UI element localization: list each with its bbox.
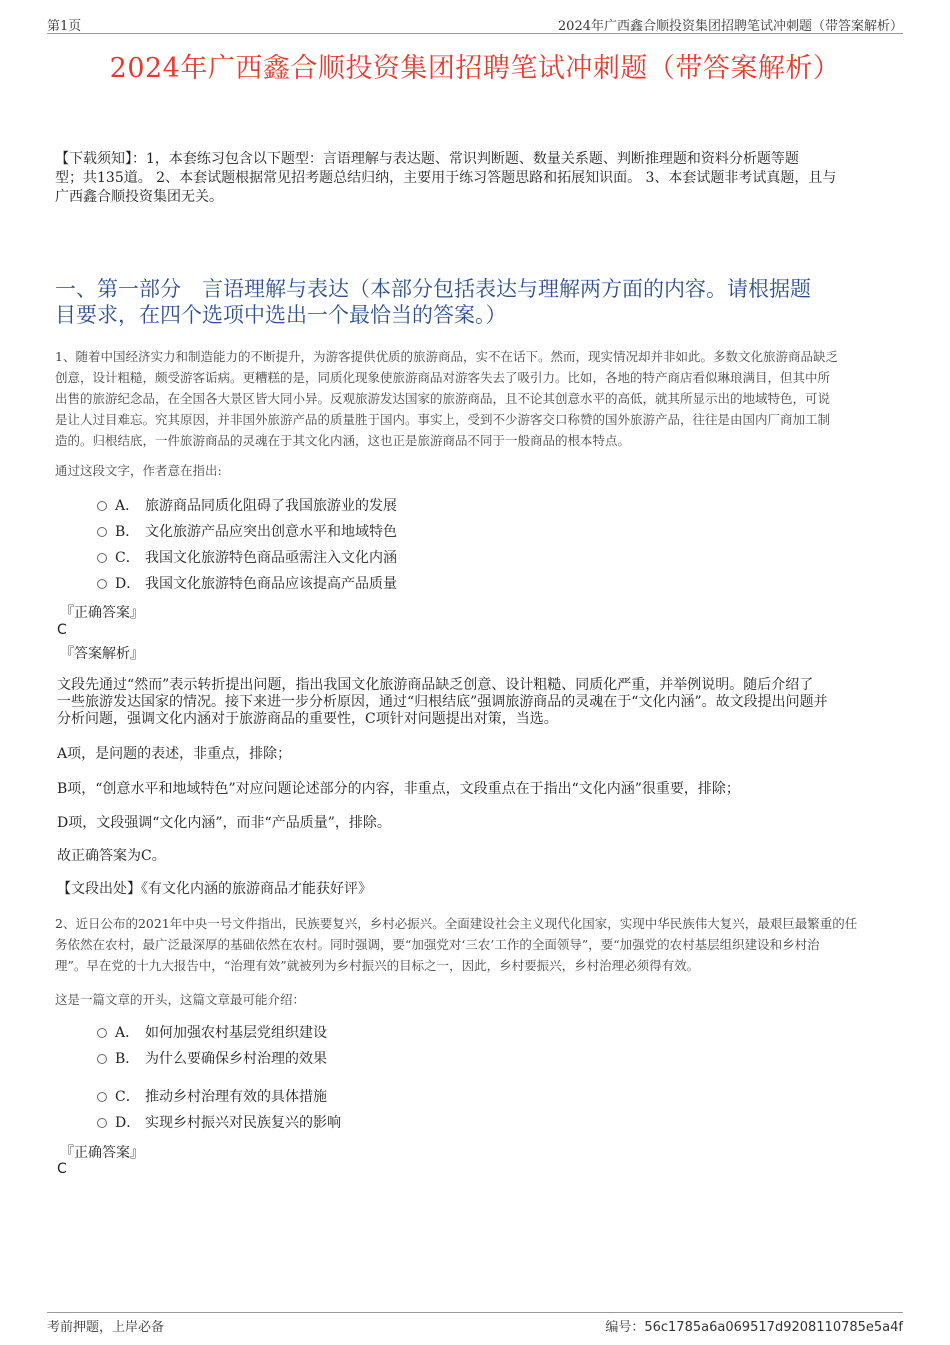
question-2-option-d[interactable]: D． 实现乡村振兴对民族复兴的影响 xyxy=(97,1113,341,1133)
footer-code xyxy=(605,1316,903,1335)
footer-code-label: 编号： xyxy=(605,1320,645,1335)
header-doc-title: 2024年广西鑫合顺投资集团招聘笔试冲刺题（带答案解析） xyxy=(557,19,903,34)
radio-icon[interactable] xyxy=(97,553,107,563)
question-1-option-a[interactable]: A． 旅游商品同质化阻碍了我国旅游业的发展 xyxy=(97,496,397,516)
passage-line: 务依然在农村，最广泛最深厚的基础依然在农村。同时强调，要“加强党对‘三农’工作的全面领导”，要“加强党的农村基层组织建设和乡村治 xyxy=(55,937,820,952)
passage-source: 【文段出处】《有文化内涵的旅游商品才能获好评》 xyxy=(57,881,372,897)
passage-line: 2、近日公布的2021年中央一号文件指出，民族要复兴，乡村必振兴。全面建设社会主义现代化国家，实现中华民族伟大复兴，最艰巨最繁重的任 xyxy=(55,916,858,931)
notice-line: 广西鑫合顺投资集团无关。 xyxy=(55,189,223,205)
passage-line: 造的。归根结底，一件旅游商品的灵魂在于其文化内涵，这也正是旅游商品不同于一般商品的根本特点。 xyxy=(55,433,631,448)
radio-icon[interactable] xyxy=(97,1054,107,1064)
passage-line: 出售的旅游纪念品，在全国各大景区皆大同小异。反观旅游发达国家的旅游商品，且不论其创意水平的高低，就其所显示出的地域特色，可说 xyxy=(55,391,831,406)
analysis-line: 分析问题，强调文化内涵对于旅游商品的重要性，C项针对问题提出对策，当选。 xyxy=(57,711,558,727)
passage-line: 创意，设计粗糙，颇受游客诟病。更糟糕的是，同质化现象使旅游商品对游客失去了吸引力。比如，各地的特产商店看似琳琅满目，但其中所 xyxy=(55,370,831,385)
correct-answer: C xyxy=(57,622,67,638)
analysis-item-d: D项，文段强调“文化内涵”，而非“产品质量”，排除。 xyxy=(57,815,391,831)
document-title: 2024年广西鑫合顺投资集团招聘笔试冲刺题（带答案解析） xyxy=(109,53,841,84)
radio-icon[interactable] xyxy=(97,527,107,537)
footer-slogan: 考前押题，上岸必备 xyxy=(47,1320,165,1335)
analysis-line: 一些旅游发达国家的情况。接下来进一步分析原因，通过“归根结底”强调旅游商品的灵魂在于“文化内涵”。故文段提出问题并 xyxy=(57,694,828,710)
question-2-option-a[interactable]: A． 如何加强农村基层党组织建设 xyxy=(97,1023,327,1043)
radio-icon[interactable] xyxy=(97,1028,107,1038)
analysis-line: 文段先通过“然而”表示转折提出问题，指出我国文化旅游商品缺乏创意、设计粗糙、同质化严重，并举例说明。随后介绍了 xyxy=(57,677,814,693)
question-1-stem: 通过这段文字，作者意在指出: xyxy=(55,463,222,478)
section-heading-line: 目要求，在四个选项中选出一个最恰当的答案。） xyxy=(55,303,507,327)
passage-line: 理”。早在党的十九大报告中，“治理有效”就被列为乡村振兴的目标之一，因此，乡村要振兴，乡村治理必须得有效。 xyxy=(55,958,700,973)
notice-line: 【下载须知】：1，本套练习包含以下题型：言语理解与表达题、常识判断题、数量关系题、判断推理题和资料分析题等题 xyxy=(55,151,799,167)
page-footer xyxy=(47,1312,903,1335)
footer-code-value: 56c1785a6a069517d9208110785e5a4f xyxy=(644,1320,903,1335)
notice-line: 型；共135道。 2、本套试题根据常见招考题总结归纳，主要用于练习答题思路和拓展知识面。 3、本套试题非考试真题，且与 xyxy=(55,170,837,186)
passage-line: 1、随着中国经济实力和制造能力的不断提升，为游客提供优质的旅游商品，实不在话下。然而，现实情况却并非如此。多数文化旅游商品缺乏 xyxy=(55,349,838,364)
correct-answer: C xyxy=(57,1161,67,1177)
analysis-item-a: A项，是问题的表述，非重点，排除； xyxy=(57,746,292,762)
passage-line: 是让人过目难忘。究其原因，并非国外旅游产品的质量胜于国内。事实上，受到不少游客交口称赞的国外旅游产品，往往是由国内厂商加工制 xyxy=(55,412,831,427)
download-notice xyxy=(55,150,897,207)
answer-label: 『正确答案』 xyxy=(60,1145,144,1161)
section-heading-line: 一、第一部分 言语理解与表达（本部分包括表达与理解两方面的内容。请根据题 xyxy=(55,277,811,301)
question-2-passage xyxy=(55,913,897,976)
analysis-item-b: B项，“创意水平和地域特色”对应问题论述部分的内容，非重点，文段重点在于指出“文化内涵”很重要，排除； xyxy=(57,781,740,797)
question-2-option-c[interactable]: C． 推动乡村治理有效的具体措施 xyxy=(97,1087,327,1107)
analysis-label: 『答案解析』 xyxy=(60,646,144,662)
radio-icon[interactable] xyxy=(97,501,107,511)
question-1-option-b[interactable]: B． 文化旅游产品应突出创意水平和地域特色 xyxy=(97,522,397,542)
radio-icon[interactable] xyxy=(97,579,107,589)
page-header xyxy=(47,13,903,34)
question-2-option-b[interactable]: B． 为什么要确保乡村治理的效果 xyxy=(97,1049,327,1069)
radio-icon[interactable] xyxy=(97,1092,107,1102)
page-number: 第1页 xyxy=(47,19,82,34)
radio-icon[interactable] xyxy=(97,1118,107,1128)
question-1-option-c[interactable]: C． 我国文化旅游特色商品亟需注入文化内涵 xyxy=(97,548,397,568)
analysis-conclusion: 故正确答案为C。 xyxy=(57,848,166,864)
answer-analysis xyxy=(57,677,897,728)
answer-label: 『正确答案』 xyxy=(60,605,144,621)
section-heading xyxy=(55,276,897,328)
question-1-passage xyxy=(55,346,897,451)
question-2-stem: 这是一篇文章的开头，这篇文章最可能介绍： xyxy=(55,992,306,1007)
question-1-option-d[interactable]: D． 我国文化旅游特色商品应该提高产品质量 xyxy=(97,574,397,594)
